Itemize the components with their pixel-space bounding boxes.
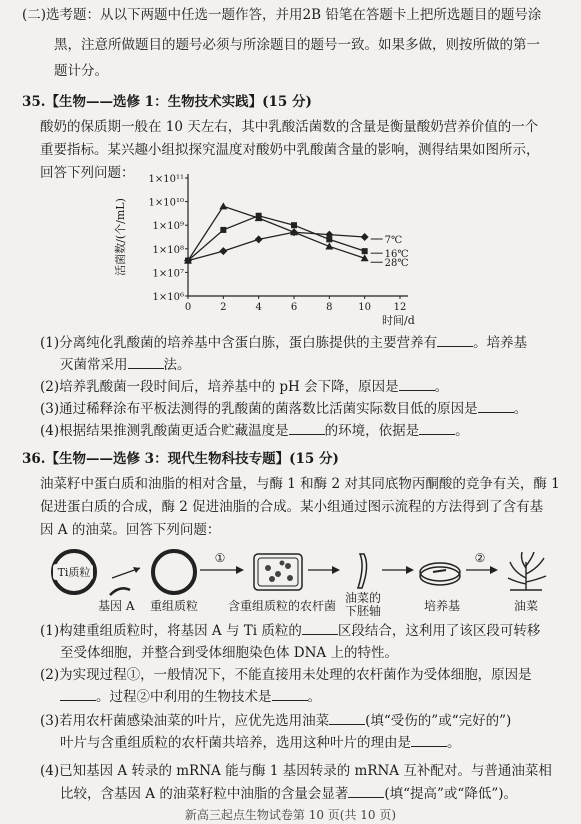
data-point — [219, 247, 227, 255]
q36-intro-line3: 因 A 的油菜。回答下列问题： — [40, 522, 221, 538]
q36-sub4-text-c: (填“提高”或“降低”)。 — [384, 786, 517, 802]
hypocotyl-label-line2: 下胚轴 — [345, 604, 382, 618]
q35-sub1-line1 — [40, 334, 527, 352]
q35-sub3-text-a: (3)通过稀释涂布平板法测得的乳酸菌的菌落数比活菌实际数目低的原因是 — [40, 401, 478, 417]
q35-header: 35.【生物——选修 1：生物技术实践】(15 分) — [22, 94, 312, 110]
step2-label: ② — [474, 551, 486, 565]
data-point — [326, 236, 332, 242]
hypocotyl-icon — [358, 554, 367, 588]
q36-sub3-line2 — [60, 734, 461, 752]
q36-sub1-text-b: 区段结合，这利用了该区段可转移 — [337, 623, 541, 639]
q35-sub1-line2 — [60, 356, 191, 374]
series-line — [188, 232, 365, 260]
q35-sub1-text-a: (1)分离纯化乳酸菌的培养基中含蛋白胨，蛋白胨提供的主要营养有 — [40, 335, 438, 351]
q35-sub3-text-b: 。 — [513, 401, 528, 417]
q35-intro-line1: 酸奶的保质期一般在 10 天左右，其中乳酸活菌数的含量是衡量酸奶营养价值的一个 — [40, 119, 539, 135]
x-tick-label: 4 — [255, 302, 262, 313]
recombinant-plasmid-icon — [153, 551, 195, 593]
q36-sub1-line1 — [40, 622, 540, 640]
x-tick-label: 0 — [184, 302, 192, 313]
legend-label: 28℃ — [384, 258, 409, 270]
x-tick-label: 10 — [358, 302, 372, 313]
answer-blank[interactable] — [478, 400, 514, 413]
q36-intro-line2: 促进蛋白质的合成，酶 2 促进油脂的合成。某小组通过图示流程的方法得到了含有基 — [40, 499, 544, 515]
series-line — [188, 206, 365, 260]
y-tick-label: 1×10⁸ — [152, 244, 184, 256]
elective-instruction-line1: (二)选考题：从以下两题中任选一题作答，并用2B 铅笔在答题卡上把所选题目的题号涂 — [22, 7, 542, 23]
transgenic-flow-diagram — [40, 548, 570, 618]
answer-blank[interactable] — [348, 785, 384, 798]
medium-label: 培养基 — [424, 599, 461, 613]
data-point — [219, 202, 227, 209]
q36-sub2-line2 — [60, 688, 321, 706]
data-point — [220, 227, 226, 233]
answer-blank[interactable] — [419, 422, 455, 435]
x-tick-label: 12 — [393, 302, 407, 313]
y-tick-label: 1×10⁷ — [152, 268, 184, 280]
q36-sub3-text-b: (填“受伤的”或“完好的”) — [365, 713, 512, 729]
agrobacterium-dish-icon — [254, 554, 302, 590]
step1-arrow-head-icon — [236, 566, 244, 574]
y-tick-label: 1×10⁶ — [152, 292, 184, 303]
gene-a-icon — [110, 588, 130, 595]
q35-sub2-text-b: 。 — [434, 379, 449, 395]
rape-label: 油菜 — [514, 599, 539, 613]
answer-blank[interactable] — [128, 356, 164, 369]
answer-blank[interactable] — [289, 422, 325, 435]
q36-sub2-text-c: 。 — [307, 689, 321, 705]
q35-sub4 — [40, 422, 469, 440]
q36-sub1-line2: 至受体细胞，并整合到受体细胞染色体 DNA 上的特性。 — [60, 645, 398, 661]
q36-sub4-text-b: 比较，含基因 A 的油菜籽粒中油脂的含量会显著 — [60, 786, 349, 802]
y-tick-label: 1×10¹⁰ — [148, 197, 184, 209]
gene-a-label: 基因 A — [98, 599, 135, 613]
x-tick-label: 2 — [220, 302, 227, 313]
q36-intro-line1: 油菜籽中蛋白质和油脂的相对含量，与酶 1 和酶 2 对其同底物丙酮酸的竞争有关，酶 1 — [40, 476, 560, 492]
y-tick-label: 1×10⁹ — [152, 221, 184, 233]
q36-sub3-line1 — [40, 712, 511, 730]
data-point — [255, 235, 263, 243]
answer-blank[interactable] — [302, 622, 338, 635]
q35-sub4-text-a: (4)根据结果推测乳酸菌更适合贮藏温度是 — [40, 423, 289, 439]
q35-sub4-text-c: 。 — [455, 423, 469, 439]
q35-sub1-text-b: 。培养基 — [473, 335, 528, 351]
data-point — [291, 222, 297, 228]
step1-label: ① — [214, 551, 226, 565]
step2-arrow-head-icon — [490, 566, 498, 574]
arrow-head-icon — [332, 566, 340, 574]
q36-header: 36.【生物——选修 3：现代生物科技专题】(15 分) — [22, 451, 339, 467]
elective-instruction-line2: 黑，注意所做题目的题号必须与所涂题目的题号一致。如果多做，则按所做的第一 — [54, 37, 540, 53]
y-tick-label: 1×10¹¹ — [148, 174, 184, 185]
q36-sub3-text-a: (3)若用农杆菌感染油菜的叶片，应优先选用油菜 — [40, 713, 330, 729]
legend-label: 7℃ — [384, 235, 403, 246]
answer-blank[interactable] — [411, 734, 447, 747]
answer-blank[interactable] — [60, 688, 96, 701]
q36-sub3-text-c: 叶片与含重组质粒的农杆菌共培养，选用这种叶片的理由是 — [60, 735, 411, 751]
ti-plasmid-label: Ti质粒 — [57, 566, 91, 579]
q36-sub4-line2 — [60, 785, 517, 803]
culture-medium-dish-icon — [420, 563, 460, 585]
answer-blank[interactable] — [437, 334, 473, 347]
x-axis-label: 时间/d — [382, 314, 415, 327]
x-tick-label: 8 — [326, 302, 333, 313]
q35-sub1-text-d: 法。 — [163, 357, 191, 373]
bacteria-count-chart — [114, 172, 490, 330]
x-tick-label: 6 — [290, 302, 298, 313]
q35-intro-line3: 回答下列问题： — [40, 165, 135, 181]
answer-blank[interactable] — [329, 712, 365, 725]
agrobacterium-label: 含重组质粒的农杆菌 — [228, 599, 337, 613]
rape-plant-icon — [508, 552, 546, 590]
recombinant-plasmid-label: 重组质粒 — [150, 599, 199, 613]
legend-label: 16℃ — [384, 249, 409, 261]
q35-sub4-text-b: 的环境，依据是 — [324, 423, 420, 439]
data-point — [361, 233, 369, 241]
arrow-head-icon — [406, 566, 414, 574]
hypocotyl-label-line1: 油菜的 — [345, 591, 382, 605]
answer-blank[interactable] — [272, 688, 308, 701]
q36-sub4-line1: (4)已知基因 A 转录的 mRNA 能与酶 1 基因转录的 mRNA 互补配对。与普通油菜相 — [40, 763, 552, 779]
q35-sub2 — [40, 378, 448, 396]
page-footer: 新高三起点生物试卷第 10 页(共 10 页) — [184, 808, 397, 822]
q35-sub2-text-a: (2)培养乳酸菌一段时间后，培养基中的 pH 会下降，原因是 — [40, 379, 399, 395]
elective-instruction-line3: 题计分。 — [54, 63, 108, 79]
q36-sub2-text-b: 。过程②中利用的生物技术是 — [96, 689, 272, 705]
data-point — [362, 248, 368, 254]
q35-sub3 — [40, 400, 527, 418]
q35-intro-line2: 重要指标。某兴趣小组拟探究温度对酸奶中乳酸菌含量的影响，测得结果如图所示， — [40, 142, 540, 158]
y-axis-label: 活菌数/(个/mL) — [114, 198, 127, 276]
q36-sub1-text-a: (1)构建重组质粒时，将基因 A 与 Ti 质粒的 — [40, 623, 302, 639]
q36-sub2-line1: (2)为实现过程①，一般情况下，不能直接用未处理的农杆菌作为受体细胞，原因是 — [40, 667, 532, 683]
q36-sub3-text-d: 。 — [447, 735, 461, 751]
answer-blank[interactable] — [399, 378, 435, 391]
q35-sub1-text-c: 灭菌常采用 — [60, 357, 128, 373]
